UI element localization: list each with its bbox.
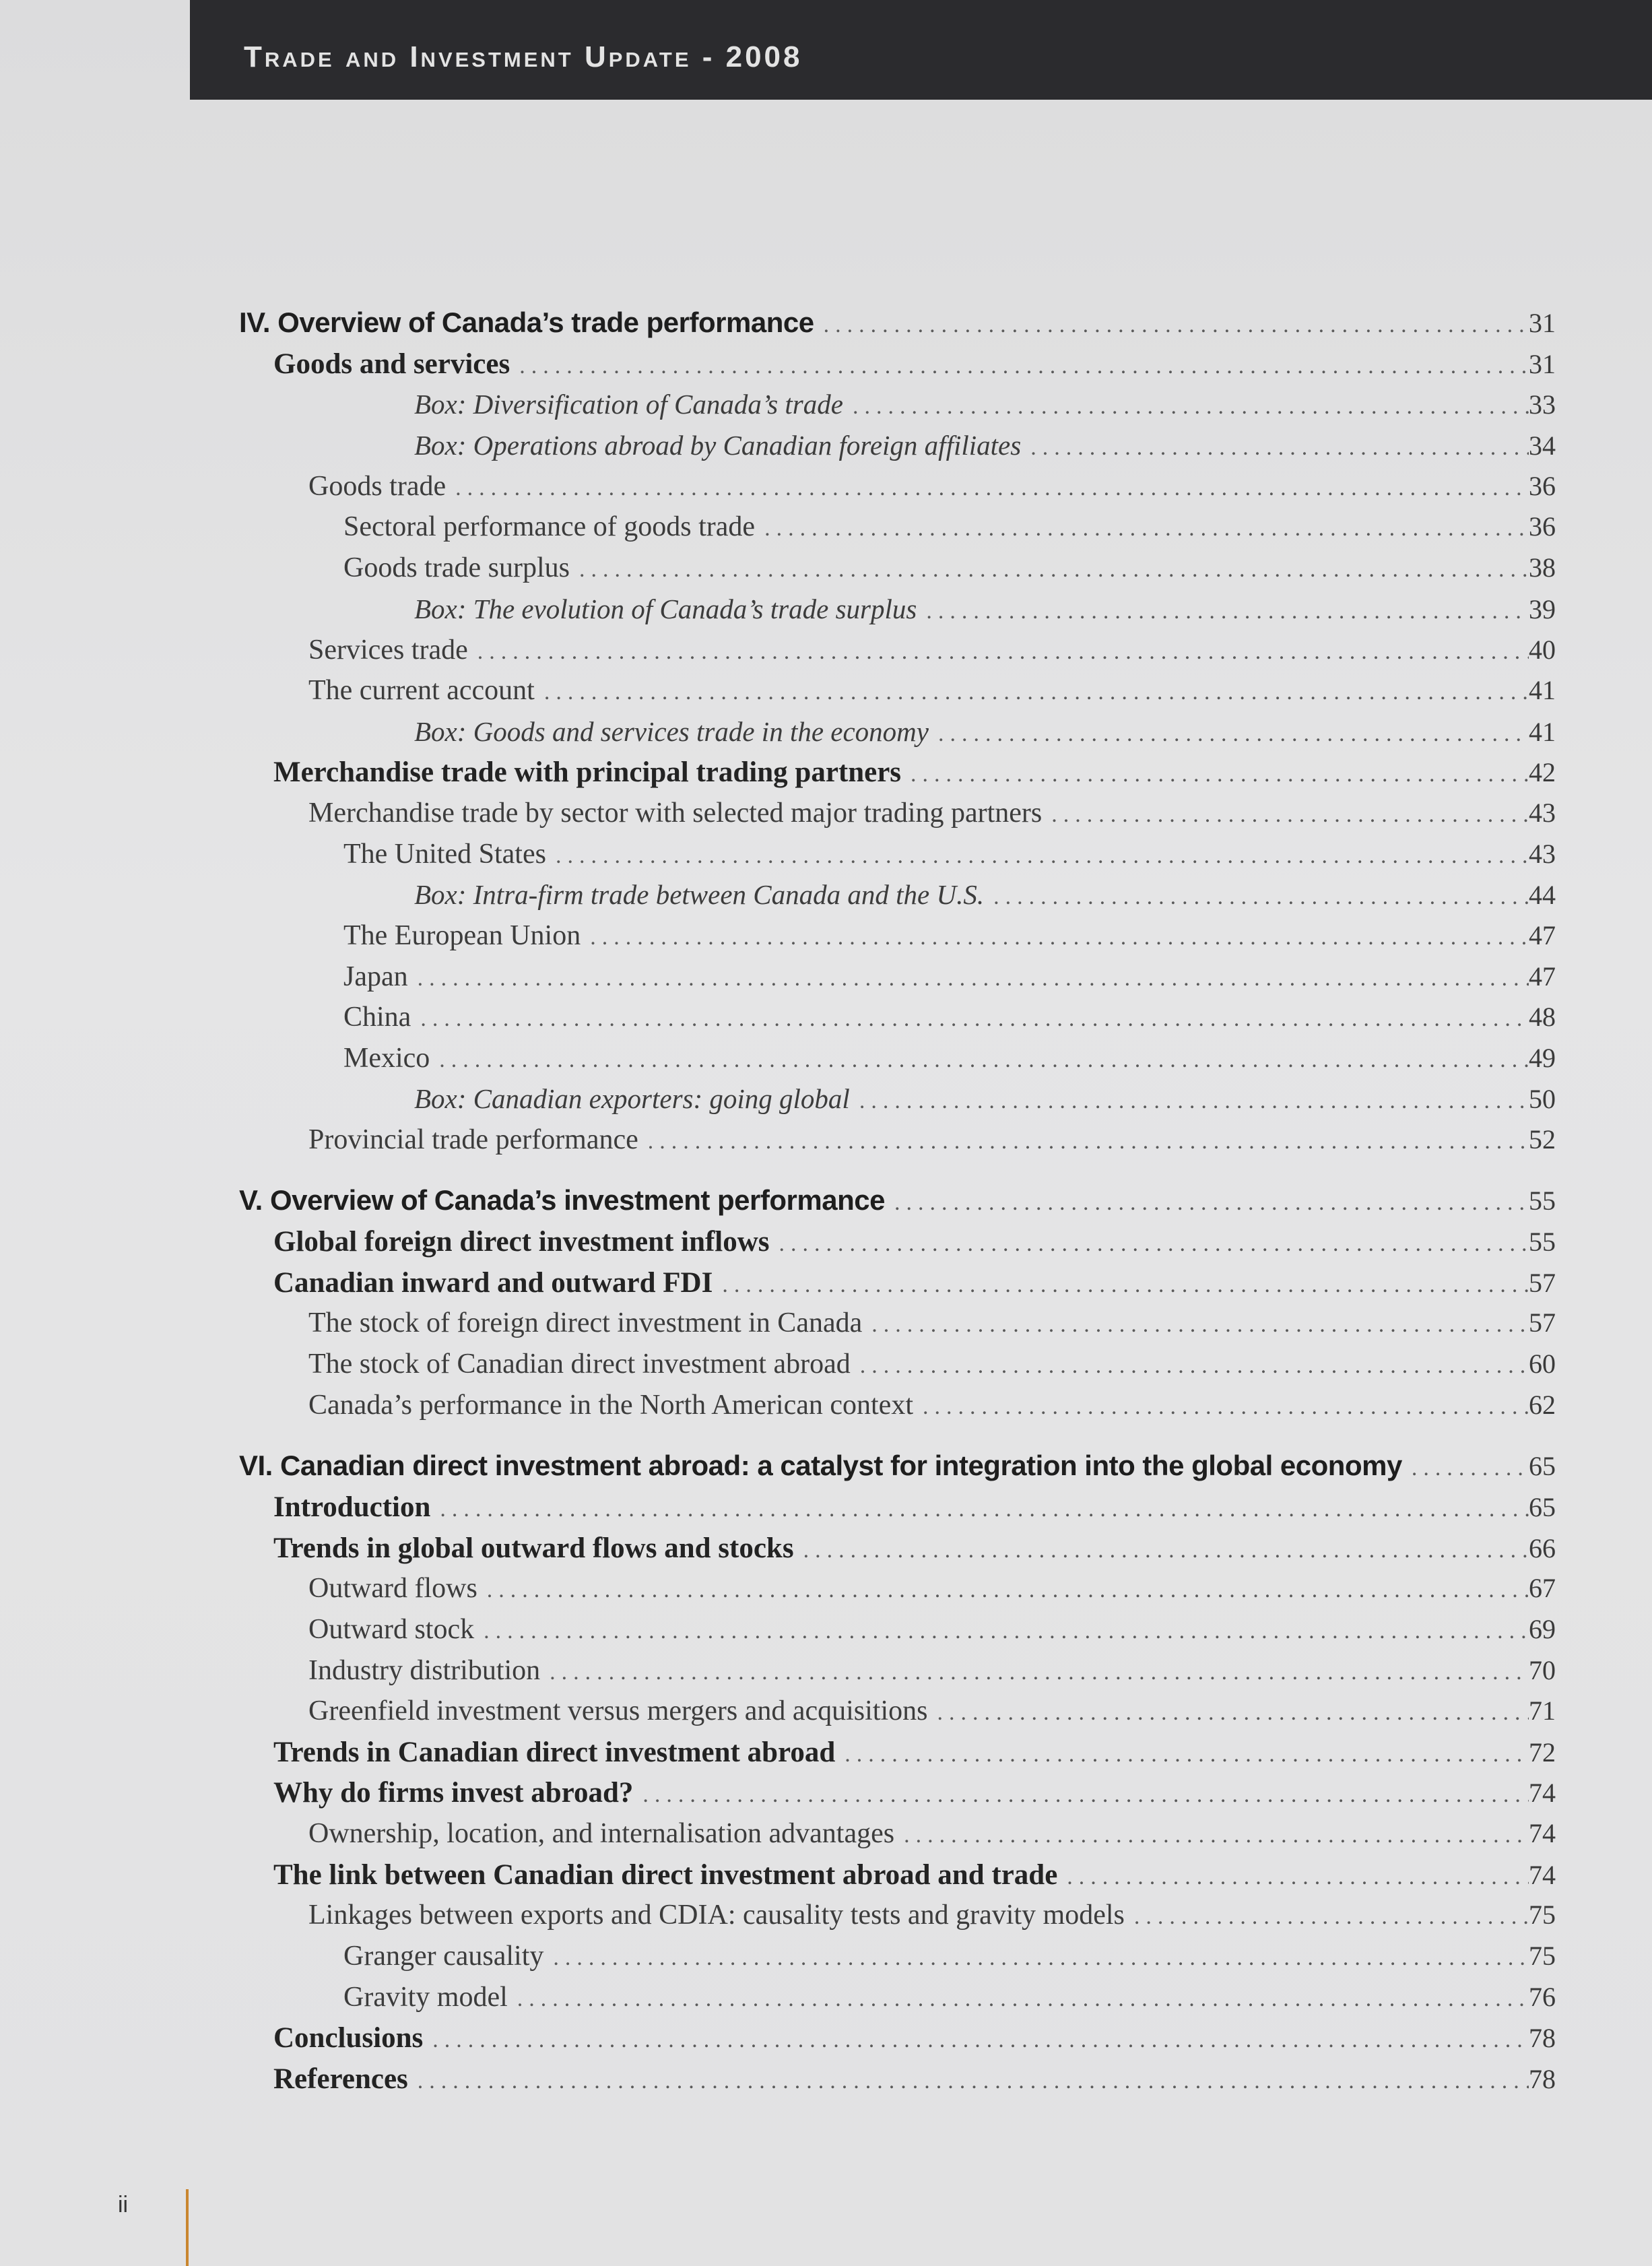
toc-entry-page: 57: [1529, 1268, 1556, 1298]
toc-entry-page: 69: [1529, 1614, 1556, 1644]
page-header-title: Trade and Investment Update - 2008: [244, 40, 803, 73]
toc-leader-dots: [553, 1945, 1529, 1971]
toc-entry-page: 41: [1529, 675, 1556, 705]
toc-entry: [273, 2021, 1556, 2059]
toc-leader-dots: [418, 966, 1529, 992]
toc-leader-dots: [544, 680, 1529, 705]
toc-entry: [308, 470, 1556, 508]
toc-entry-title: Merchandise trade with principal trading partners: [273, 756, 902, 788]
toc-entry-page: 71: [1529, 1695, 1556, 1726]
toc-entry-title: Sectoral performance of goods trade: [343, 511, 756, 542]
toc-leader-dots: [432, 2028, 1529, 2053]
toc-entry-title: Services trade: [308, 635, 468, 666]
toc-entry: [414, 715, 1556, 753]
toc-entry-page: 43: [1529, 798, 1556, 828]
toc-entry-title: The stock of foreign direct investment in Canada: [308, 1307, 863, 1338]
toc-leader-dots: [937, 1700, 1529, 1726]
toc-entry: [414, 429, 1556, 467]
toc-entry-title: Greenfield investment versus mergers and acquisitions: [308, 1695, 928, 1726]
toc-leader-dots: [642, 1782, 1529, 1808]
toc-entry-page: 41: [1529, 717, 1556, 747]
toc-entry-page: 55: [1529, 1227, 1556, 1257]
toc-entry-title: Trends in Canadian direct investment abroad: [273, 1737, 836, 1768]
toc-leader-dots: [556, 843, 1529, 869]
toc-entry: [343, 552, 1556, 589]
toc-entry-title: The European Union: [343, 920, 581, 951]
toc-leader-dots: [722, 1272, 1529, 1298]
toc-entry-title: Mexico: [343, 1043, 430, 1074]
toc-entry-title: Conclusions: [273, 2022, 424, 2054]
toc-entry: [273, 1491, 1556, 1528]
toc-leader-dots: [420, 1006, 1529, 1032]
toc-entry-title: China: [343, 1002, 411, 1033]
toc-entry: [273, 1858, 1556, 1896]
toc-entry: [308, 1307, 1556, 1345]
toc-entry-title: Trends in global outward flows and stocks: [273, 1532, 794, 1564]
toc-entry-page: 70: [1529, 1655, 1556, 1685]
toc-entry-page: 31: [1529, 308, 1556, 338]
folio-rule: [186, 2189, 189, 2266]
toc-leader-dots: [824, 313, 1529, 338]
toc-entry-page: 78: [1529, 2064, 1556, 2094]
toc-entry-title: Box: Operations abroad by Canadian foreign affiliates: [414, 430, 1022, 461]
toc-entry: [308, 1613, 1556, 1651]
toc-entry: [343, 838, 1556, 876]
toc-entry: [308, 1654, 1556, 1692]
toc-entry-title: Box: Canadian exporters: going global: [414, 1083, 850, 1114]
toc-entry-title: Outward flows: [308, 1573, 477, 1604]
toc-entry-title: Granger causality: [343, 1941, 544, 1972]
toc-entry-page: 39: [1529, 594, 1556, 624]
toc-entry-title: Box: Intra-firm trade between Canada and the U.S.: [414, 879, 985, 910]
toc-entry-page: 75: [1529, 1900, 1556, 1930]
toc-entry-page: 44: [1529, 880, 1556, 910]
toc-entry: [414, 1082, 1556, 1120]
toc-entry-page: 31: [1529, 349, 1556, 379]
toc-entry-page: 42: [1529, 757, 1556, 787]
toc-leader-dots: [894, 1190, 1529, 1216]
toc-entry-page: 76: [1529, 1982, 1556, 2012]
toc-entry: [308, 1572, 1556, 1610]
toc-leader-dots: [923, 1394, 1529, 1420]
toc-entry-page: 65: [1529, 1451, 1556, 1481]
toc-entry-title: Box: The evolution of Canada’s trade surplus: [414, 593, 917, 624]
toc-entry: [273, 1736, 1556, 1774]
toc-entry-page: 75: [1529, 1941, 1556, 1971]
toc-entry-page: 55: [1529, 1186, 1556, 1216]
toc-entry: [308, 1695, 1556, 1733]
toc-entry-title: Global foreign direct investment inflows: [273, 1226, 770, 1258]
toc-entry-title: Japan: [343, 961, 408, 992]
toc-entry-title: Industry distribution: [308, 1655, 541, 1686]
toc-entry-page: 67: [1529, 1573, 1556, 1603]
toc-entry-page: 62: [1529, 1390, 1556, 1420]
toc-entry-page: 60: [1529, 1349, 1556, 1379]
toc-leader-dots: [904, 1823, 1529, 1848]
toc-entry-page: 38: [1529, 552, 1556, 583]
toc-entry: [343, 961, 1556, 998]
toc-leader-dots: [418, 2069, 1529, 2094]
toc-entry: [308, 1389, 1556, 1427]
toc-entry: [308, 1817, 1556, 1855]
toc-entry: [239, 306, 1556, 344]
toc-leader-dots: [1134, 1904, 1529, 1930]
toc-entry-page: 47: [1529, 961, 1556, 992]
toc-entry-title: IV. Overview of Canada’s trade performance: [239, 306, 814, 338]
toc-entry: [273, 756, 1556, 794]
toc-entry-page: 33: [1529, 389, 1556, 420]
toc-entry: [273, 2063, 1556, 2100]
toc-leader-dots: [648, 1129, 1529, 1155]
toc-entry-title: Outward stock: [308, 1614, 475, 1645]
toc-entry: [308, 1899, 1556, 1937]
toc-entry-page: 66: [1529, 1533, 1556, 1563]
toc-leader-dots: [938, 721, 1529, 747]
toc-entry: [343, 1981, 1556, 2019]
toc-entry-page: 34: [1529, 430, 1556, 461]
toc-entry-page: 36: [1529, 471, 1556, 501]
toc-entry-title: Canada’s performance in the North American context: [308, 1390, 913, 1421]
toc-leader-dots: [1030, 435, 1529, 461]
toc-leader-dots: [853, 394, 1529, 420]
toc-entry: [273, 1266, 1556, 1304]
toc-entry-page: 74: [1529, 1818, 1556, 1848]
toc-entry-title: Box: Goods and services trade in the economy: [414, 716, 929, 747]
toc-leader-dots: [1067, 1865, 1529, 1890]
toc-leader-dots: [439, 1047, 1529, 1073]
toc-entry-page: 36: [1529, 511, 1556, 542]
toc-entry-title: Gravity model: [343, 1982, 508, 2013]
toc-leader-dots: [845, 1742, 1529, 1768]
toc-entry-title: Linkages between exports and CDIA: causality tests and gravity models: [308, 1900, 1125, 1931]
toc-leader-dots: [484, 1619, 1529, 1644]
toc-leader-dots: [519, 354, 1529, 379]
toc-entry: [343, 1940, 1556, 1978]
toc-entry: [273, 1532, 1556, 1569]
toc-entry-title: The link between Canadian direct investment abroad and trade: [273, 1859, 1058, 1891]
toc-entry-title: Provincial trade performance: [308, 1124, 638, 1155]
toc-entry-page: 78: [1529, 2023, 1556, 2053]
toc-entry-page: 49: [1529, 1043, 1556, 1073]
toc-leader-dots: [859, 1089, 1529, 1114]
toc-leader-dots: [455, 476, 1529, 501]
toc-entry-title: V. Overview of Canada’s investment performance: [239, 1184, 885, 1216]
toc-leader-dots: [1412, 1456, 1529, 1481]
toc-entry: [308, 1348, 1556, 1386]
toc-entry-page: 57: [1529, 1307, 1556, 1338]
toc-entry-title: Merchandise trade by sector with selected major trading partners: [308, 798, 1043, 829]
toc-entry-page: 65: [1529, 1492, 1556, 1522]
toc-entry: [239, 1450, 1556, 1487]
toc-entry-page: 43: [1529, 839, 1556, 869]
toc-entry-page: 47: [1529, 920, 1556, 950]
toc-entry-page: 40: [1529, 635, 1556, 665]
toc-leader-dots: [550, 1660, 1529, 1685]
toc-entry-page: 52: [1529, 1124, 1556, 1155]
toc-entry: [414, 388, 1556, 426]
toc-entry-title: Goods trade surplus: [343, 552, 570, 583]
toc-leader-dots: [860, 1353, 1529, 1379]
toc-entry-page: 74: [1529, 1860, 1556, 1890]
toc-leader-dots: [803, 1538, 1529, 1563]
toc-leader-dots: [764, 516, 1529, 542]
toc-entry: [273, 1225, 1556, 1263]
toc-entry-title: Goods trade: [308, 471, 447, 502]
toc-entry: [343, 1001, 1556, 1039]
toc-entry-title: Introduction: [273, 1491, 431, 1523]
toc-leader-dots: [779, 1231, 1529, 1257]
toc-entry-page: 48: [1529, 1002, 1556, 1032]
page-number: ii: [118, 2192, 129, 2218]
toc-entry: [239, 1184, 1556, 1222]
toc-entry: [343, 919, 1556, 957]
toc-leader-dots: [487, 1578, 1529, 1603]
toc-entry: [308, 1124, 1556, 1161]
toc-leader-dots: [579, 557, 1529, 583]
toc-entry-title: The current account: [308, 675, 535, 706]
toc-leader-dots: [993, 884, 1529, 910]
toc-entry-page: 72: [1529, 1737, 1556, 1768]
toc-entry-title: Ownership, location, and internalisation advantages: [308, 1818, 895, 1849]
toc-entry-page: 50: [1529, 1084, 1556, 1114]
toc-entry-title: Why do firms invest abroad?: [273, 1777, 634, 1809]
toc-entry-title: References: [273, 2063, 408, 2095]
toc-entry: [343, 1042, 1556, 1080]
toc-entry: [414, 878, 1556, 916]
toc-leader-dots: [477, 639, 1529, 665]
toc-entry: [308, 634, 1556, 672]
toc-leader-dots: [911, 762, 1529, 787]
toc-entry: [308, 797, 1556, 835]
toc-entry: [273, 348, 1556, 385]
toc-leader-dots: [1051, 802, 1529, 828]
toc-leader-dots: [517, 1986, 1529, 2012]
toc-leader-dots: [590, 925, 1529, 950]
toc-entry-title: The United States: [343, 839, 546, 870]
toc-leader-dots: [871, 1312, 1529, 1338]
toc-entry: [273, 1776, 1556, 1814]
toc-entry-title: Box: Diversification of Canada’s trade: [414, 389, 843, 420]
toc-entry-page: 74: [1529, 1778, 1556, 1808]
toc-leader-dots: [440, 1497, 1529, 1522]
toc-entry-title: Goods and services: [273, 348, 510, 380]
toc-entry: [308, 674, 1556, 712]
toc-entry-title: Canadian inward and outward FDI: [273, 1267, 713, 1299]
toc-leader-dots: [926, 599, 1529, 624]
toc-entry: [414, 593, 1556, 630]
toc-entry: [343, 511, 1556, 548]
toc-entry-title: VI. Canadian direct investment abroad: a catalyst for integration into the global economy: [239, 1450, 1402, 1481]
toc-entry-title: The stock of Canadian direct investment abroad: [308, 1349, 851, 1380]
